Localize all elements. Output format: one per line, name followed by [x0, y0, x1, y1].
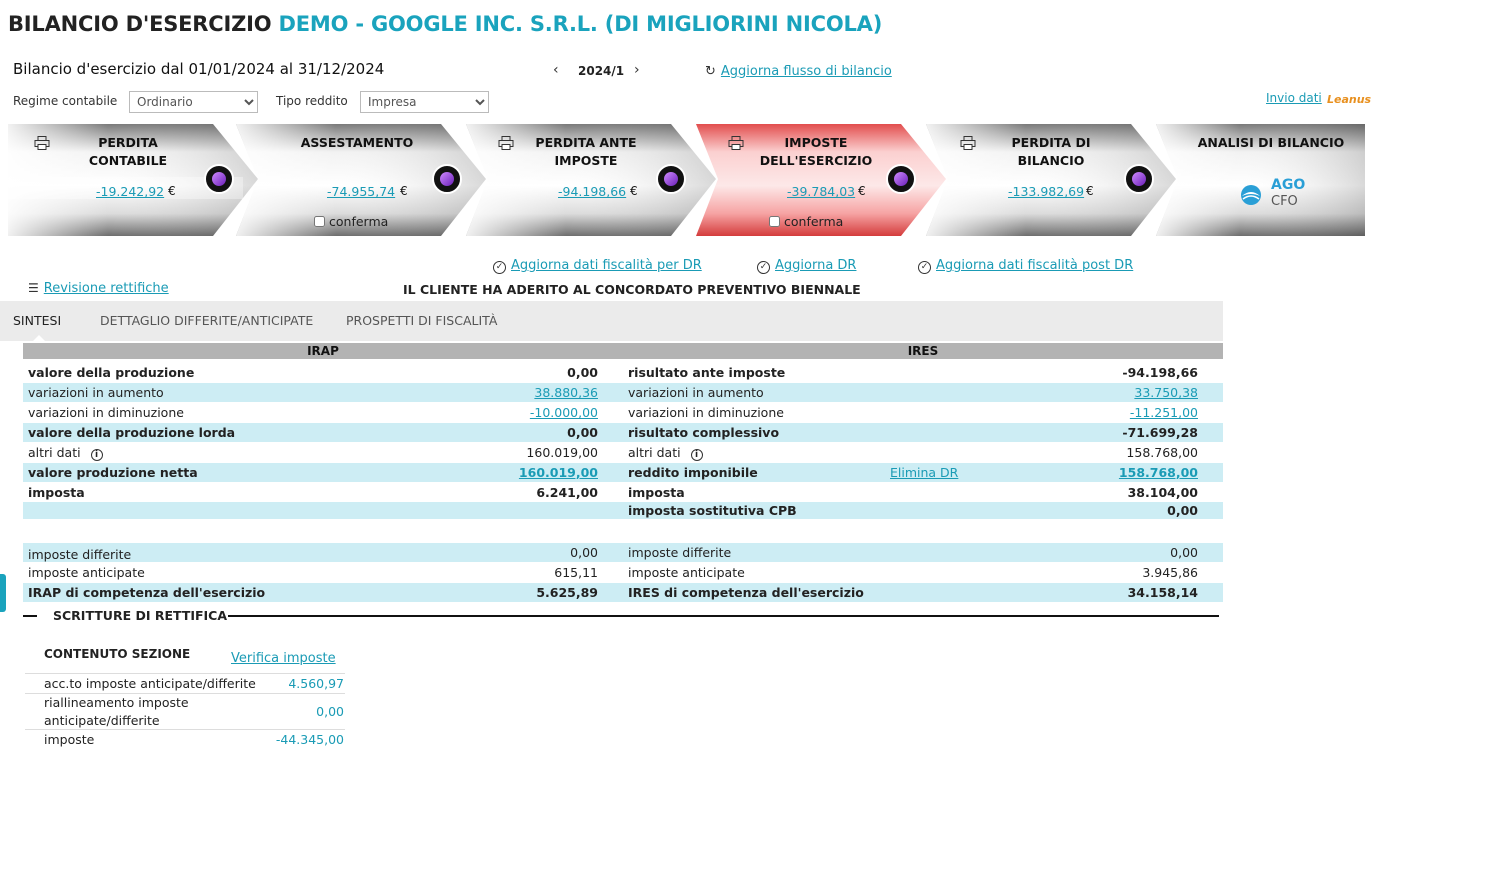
step-title: PERDITA DI BILANCIO — [1011, 135, 1091, 168]
period-label: Bilancio d'esercizio dal 01/01/2024 al 31/12/2024 — [13, 60, 385, 78]
row-label: valore della produzione — [28, 365, 195, 380]
row-label: imposte differite — [28, 547, 132, 562]
tab-bar — [0, 301, 1223, 341]
ires-row — [623, 403, 1198, 422]
verifica-imposte-link[interactable]: Verifica imposte — [231, 651, 336, 666]
refresh-flow-link[interactable] — [705, 64, 892, 79]
row-value: 0,00 — [1167, 503, 1198, 518]
step-title: ANALISI DI BILANCIO — [1197, 135, 1345, 150]
row-label: imposte — [44, 732, 95, 747]
row-value-link[interactable]: -10.000,00 — [529, 405, 598, 420]
step-analisi-bilancio[interactable] — [1156, 124, 1365, 236]
row-label: altri dati — [628, 445, 681, 460]
fiscal-post-dr-label[interactable]: Aggiorna dati fiscalità post DR — [936, 258, 1134, 273]
ires-row — [623, 502, 1223, 519]
section-header — [23, 608, 1219, 624]
irap-row — [23, 543, 623, 562]
rettifica-row — [25, 693, 345, 729]
row-label: altri dati — [28, 445, 81, 460]
step-imposte-esercizio[interactable] — [696, 124, 954, 236]
row-label: anticipate/differite — [44, 713, 160, 728]
bubble-icon[interactable] — [656, 164, 686, 194]
step-perdita-bilancio[interactable] — [926, 124, 1184, 236]
bubble-icon[interactable] — [886, 164, 916, 194]
ago-logo-text: AGO — [1271, 177, 1306, 193]
confirm-label: conferma — [329, 214, 389, 229]
row-label: imposta — [28, 485, 85, 500]
ires-row — [623, 423, 1223, 442]
concordato-notice: IL CLIENTE HA ADERITO AL CONCORDATO PREVENTIVO BIENNALE — [403, 282, 861, 297]
row-value: 0,00 — [316, 704, 344, 719]
row-label: imposte anticipate — [628, 565, 745, 580]
rettifica-row — [25, 673, 345, 693]
row-label: IRES di competenza dell'esercizio — [628, 585, 864, 600]
step-perdita-contabile[interactable] — [8, 124, 266, 236]
step-perdita-ante-imposte[interactable] — [466, 124, 724, 236]
tab-sintesi[interactable]: SINTESI — [13, 313, 62, 328]
printer-icon[interactable] — [34, 136, 50, 150]
fiscal-pre-dr-link[interactable] — [493, 258, 702, 274]
company-name: DEMO - GOOGLE INC. S.R.L. (DI MIGLIORINI NICOLA) — [278, 12, 883, 36]
step-amount-link[interactable]: -19.242,92 — [96, 184, 165, 199]
step-title: PERDITA CONTABILE — [88, 135, 168, 168]
list-icon: ☰ — [28, 281, 39, 295]
currency-symbol: € — [858, 184, 866, 198]
ires-row — [623, 443, 1198, 462]
row-label: risultato complessivo — [628, 425, 780, 440]
check-circle-icon: ✓ — [918, 261, 931, 274]
content-label: CONTENUTO SEZIONE — [44, 647, 191, 661]
row-label: variazioni in diminuzione — [28, 405, 184, 420]
fiscal-pre-dr-label[interactable]: Aggiorna dati fiscalità per DR — [511, 258, 702, 273]
irap-row — [23, 583, 623, 602]
info-icon[interactable]: i — [91, 449, 103, 461]
update-dr-label[interactable]: Aggiorna DR — [775, 258, 857, 273]
step-amount-link[interactable]: -133.982,69 — [1008, 184, 1085, 199]
check-circle-icon: ✓ — [493, 261, 506, 274]
tipo-select[interactable] — [360, 91, 489, 113]
irap-row — [23, 563, 598, 582]
ires-header: IRES — [623, 343, 1223, 359]
row-value: 0,00 — [1170, 545, 1198, 560]
tab-prospetti[interactable]: PROSPETTI DI FISCALITÀ — [346, 313, 498, 328]
row-label: risultato ante imposte — [628, 365, 786, 380]
currency-symbol: € — [168, 184, 176, 198]
refresh-flow-label[interactable]: Aggiorna flusso di bilancio — [720, 64, 892, 79]
cfo-logo-text: CFO — [1271, 194, 1298, 209]
row-value: 4.560,97 — [288, 676, 344, 691]
title-prefix: BILANCIO D'ESERCIZIO — [8, 12, 272, 36]
step-amount-link[interactable]: -39.784,03 — [787, 184, 856, 199]
ires-row — [623, 543, 1223, 562]
ires-row — [623, 363, 1198, 382]
ires-row — [623, 583, 1223, 602]
row-label: valore della produzione lorda — [28, 425, 236, 440]
ago-cfo-icon — [1240, 184, 1262, 206]
refresh-icon: ↻ — [705, 64, 716, 79]
irap-row — [23, 443, 598, 462]
row-value: 38.104,00 — [1127, 485, 1198, 500]
leanus-logo: Leanus — [1327, 93, 1372, 106]
row-value-link[interactable]: 38.880,36 — [534, 385, 598, 400]
row-value: 158.768,00 — [1126, 445, 1198, 460]
irap-row — [23, 383, 623, 402]
irap-header: IRAP — [23, 343, 623, 359]
irap-row — [23, 463, 623, 482]
row-label: valore produzione netta — [28, 465, 198, 480]
row-label: IRAP di competenza dell'esercizio — [28, 585, 266, 600]
printer-icon[interactable] — [728, 136, 744, 150]
currency-symbol: € — [630, 184, 638, 198]
row-value-link[interactable]: 160.019,00 — [518, 465, 598, 480]
row-value: -94.198,66 — [1122, 365, 1198, 380]
irap-row — [23, 483, 598, 502]
year-selector: 2024/1 — [578, 64, 625, 78]
ires-row — [623, 463, 1223, 482]
row-value: 160.019,00 — [526, 445, 598, 460]
row-value-link[interactable]: 33.750,38 — [1134, 385, 1198, 400]
revision-label[interactable]: Revisione rettifiche — [43, 281, 169, 296]
bubble-icon[interactable] — [1124, 164, 1154, 194]
row-value: -71.699,28 — [1122, 425, 1198, 440]
irap-row — [23, 502, 623, 519]
regime-select[interactable] — [129, 91, 258, 113]
irap-row — [23, 403, 598, 422]
step-assestamento[interactable] — [236, 124, 494, 236]
row-label: reddito imponibile — [628, 465, 758, 480]
elimina-dr-link[interactable]: Elimina DR — [890, 465, 959, 480]
row-value: 0,00 — [567, 425, 598, 440]
row-value-link[interactable]: -11.251,00 — [1129, 405, 1198, 420]
bubble-icon[interactable] — [204, 164, 234, 194]
section-title: SCRITTURE DI RETTIFICA — [53, 608, 228, 623]
irap-row — [23, 363, 598, 382]
revision-link[interactable] — [28, 281, 169, 296]
ires-row — [623, 383, 1223, 402]
ires-row — [623, 563, 1198, 582]
row-label: imposta — [628, 485, 685, 500]
confirm-checkbox[interactable] — [314, 214, 388, 229]
step-amount-link[interactable]: -74.955,74 — [327, 184, 396, 199]
confirm-label: conferma — [784, 214, 844, 229]
step-amount-link[interactable]: -94.198,66 — [558, 184, 627, 199]
info-icon[interactable]: i — [691, 449, 703, 461]
check-circle-icon: ✓ — [757, 261, 770, 274]
row-label: variazioni in aumento — [28, 385, 164, 400]
chevron-left-icon[interactable]: ‹ — [553, 62, 559, 78]
irap-row — [23, 423, 623, 442]
row-label: imposta sostitutiva CPB — [628, 503, 797, 518]
row-label: imposte differite — [628, 545, 732, 560]
confirm-checkbox-input[interactable] — [769, 216, 780, 227]
row-value: 3.945,86 — [1142, 565, 1198, 580]
confirm-checkbox-input[interactable] — [314, 216, 325, 227]
ires-row — [623, 483, 1198, 502]
printer-icon[interactable] — [960, 136, 976, 150]
currency-symbol: € — [400, 184, 408, 198]
step-title: ASSESTAMENTO — [300, 135, 414, 150]
regime-label: Regime contabile — [13, 94, 118, 108]
active-tab-caret — [33, 335, 45, 341]
row-value: 615,11 — [554, 565, 598, 580]
currency-symbol: € — [1086, 184, 1094, 198]
side-panel-toggle[interactable] — [0, 574, 6, 612]
row-value: 0,00 — [567, 365, 598, 380]
rettifica-row — [25, 729, 345, 749]
row-value: -44.345,00 — [275, 732, 344, 747]
step-title: IMPOSTE DELL'ESERCIZIO — [759, 135, 873, 168]
fiscal-post-dr-link[interactable] — [918, 258, 1133, 274]
section-divider — [23, 615, 37, 617]
section-divider — [228, 615, 1219, 617]
row-value: 5.625,89 — [536, 585, 598, 600]
invio-dati-link[interactable]: Invio dati — [1266, 91, 1322, 105]
row-value: 6.241,00 — [536, 485, 598, 500]
row-value: 34.158,14 — [1127, 585, 1198, 600]
tab-dettaglio[interactable]: DETTAGLIO DIFFERITE/ANTICIPATE — [100, 313, 314, 328]
confirm-checkbox[interactable] — [769, 214, 843, 229]
row-value: 0,00 — [570, 545, 598, 560]
bubble-icon[interactable] — [432, 164, 462, 194]
row-label: variazioni in diminuzione — [628, 405, 784, 420]
printer-icon[interactable] — [498, 136, 514, 150]
step-title: PERDITA ANTE IMPOSTE — [535, 135, 637, 168]
page-title — [8, 12, 882, 36]
row-label: imposte anticipate — [28, 565, 145, 580]
update-dr-link[interactable] — [757, 258, 856, 274]
tipo-label: Tipo reddito — [276, 94, 348, 108]
chevron-right-icon[interactable]: › — [634, 62, 640, 78]
row-label: riallineamento imposte — [44, 695, 189, 710]
row-value-link[interactable]: 158.768,00 — [1118, 465, 1198, 480]
row-label: variazioni in aumento — [628, 385, 764, 400]
row-label: acc.to imposte anticipate/differite — [44, 676, 256, 691]
